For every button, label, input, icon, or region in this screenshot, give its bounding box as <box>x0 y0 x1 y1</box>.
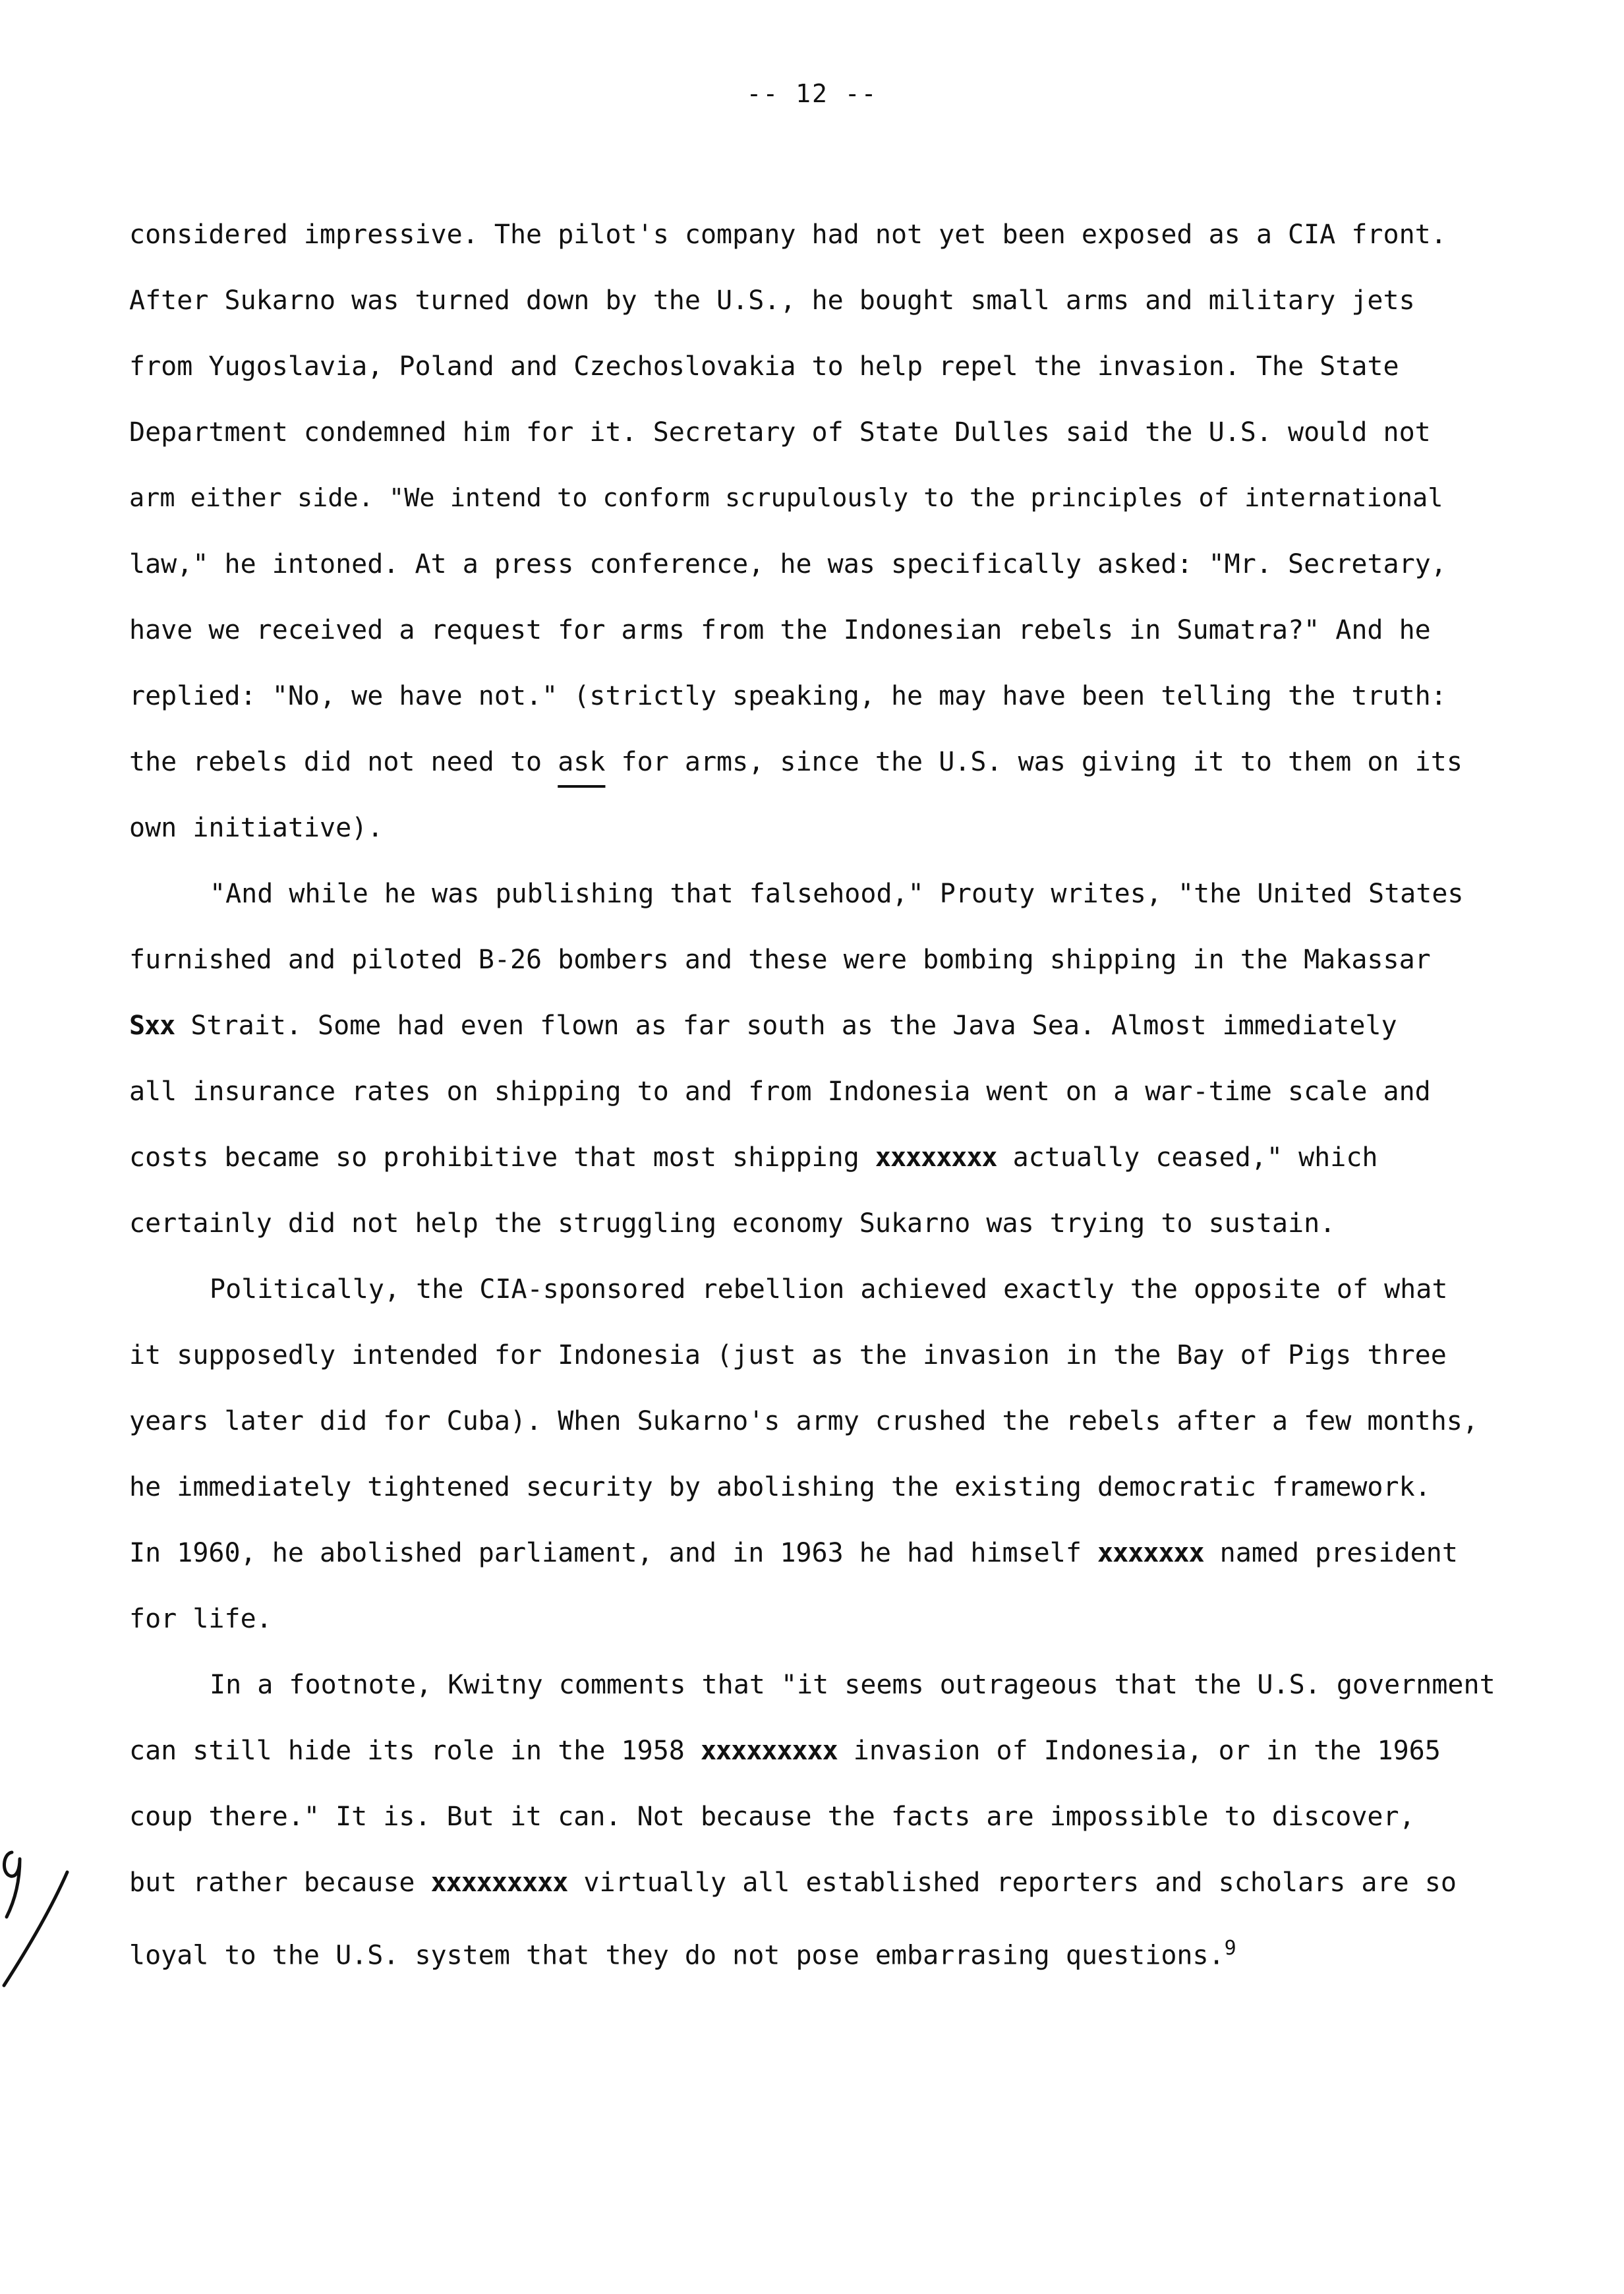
text-line: After Sukarno was turned down by the U.S., he bought small arms and military jets <box>129 285 1415 316</box>
text-segment: for arms, since the U.S. was giving it to them on its <box>605 747 1463 777</box>
text-line: coup there." It is. But it can. Not because the facts are impossible to discover, <box>129 1802 1415 1832</box>
struck-out-text: xxxxxxxxx <box>430 1868 568 1898</box>
text-line: Politically, the CIA-sponsored rebellion achieved exactly the opposite of what <box>210 1274 1448 1305</box>
footnote-marker: 9 <box>1224 1937 1236 1960</box>
text-line: law," he intoned. At a press conference, he was specifically asked: "Mr. Secretary, <box>129 549 1447 579</box>
text-line: it supposedly intended for Indonesia (just as the invasion in the Bay of Pigs three <box>129 1340 1447 1370</box>
struck-out-text: xxxxxxxx <box>875 1142 997 1173</box>
text-line <box>129 993 1592 1059</box>
text-segment: can still hide its role in the 1958 <box>129 1736 701 1766</box>
text-segment: In 1960, he abolished parliament, and in 1963 he had himself <box>129 1538 1098 1568</box>
struck-out-text: xxxxxxx <box>1097 1538 1204 1568</box>
text-line <box>129 1850 1592 1916</box>
text-line: In a footnote, Kwitny comments that "it seems outrageous that the U.S. government <box>210 1670 1495 1700</box>
underlined-word: ask <box>558 747 606 777</box>
text-segment: actually ceased," which <box>997 1142 1378 1173</box>
text-line: "And while he was publishing that falsehood," Prouty writes, "the United States <box>210 879 1464 909</box>
text-line: have we received a request for arms from the Indonesian rebels in Sumatra?" And he <box>129 615 1431 645</box>
handwritten-margin-note <box>0 1839 79 1991</box>
text-segment: Strait. Some had even flown as far south as the Java Sea. Almost immediately <box>175 1011 1397 1041</box>
text-line <box>129 729 1592 795</box>
text-segment: costs became so prohibitive that most shipping <box>129 1142 875 1173</box>
text-line <box>129 1125 1592 1191</box>
body-text <box>129 202 1592 1982</box>
text-segment: invasion of Indonesia, or in the 1965 <box>837 1736 1441 1766</box>
text-line: Department condemned him for it. Secretary of State Dulles said the U.S. would not <box>129 417 1431 448</box>
text-line: for life. <box>129 1604 272 1634</box>
text-line: furnished and piloted B-26 bombers and these were bombing shipping in the Makassar <box>129 945 1431 975</box>
text-line: replied: "No, we have not." (strictly speaking, he may have been telling the truth: <box>129 681 1447 711</box>
text-line <box>129 1916 1592 1982</box>
text-line: own initiative). <box>129 813 384 843</box>
text-line: certainly did not help the struggling economy Sukarno was trying to sustain. <box>129 1208 1336 1239</box>
text-line: from Yugoslavia, Poland and Czechoslovakia to help repel the invasion. The State <box>129 351 1399 382</box>
text-line <box>129 1520 1592 1586</box>
text-segment: the rebels did not need to <box>129 747 558 777</box>
text-line: he immediately tightened security by abolishing the existing democratic framework. <box>129 1472 1431 1502</box>
text-segment: virtually all established reporters and scholars are so <box>567 1868 1457 1898</box>
text-line <box>129 1718 1592 1784</box>
struck-out-text: Sxx <box>129 1011 175 1041</box>
text-line: considered impressive. The pilot's company had not yet been exposed as a CIA front. <box>129 220 1447 250</box>
text-segment: loyal to the U.S. system that they do not pose embarrasing questions. <box>129 1940 1225 1971</box>
text-line: arm either side. "We intend to conform scrupulously to the principles of international <box>129 483 1443 513</box>
text-segment: but rather because <box>129 1868 431 1898</box>
text-line: years later did for Cuba). When Sukarno's army crushed the rebels after a few months, <box>129 1406 1478 1436</box>
text-segment: named president <box>1204 1538 1458 1568</box>
text-line: all insurance rates on shipping to and from Indonesia went on a war-time scale and <box>129 1076 1431 1107</box>
struck-out-text: xxxxxxxxx <box>700 1736 838 1766</box>
page-number: -- 12 -- <box>746 79 878 108</box>
